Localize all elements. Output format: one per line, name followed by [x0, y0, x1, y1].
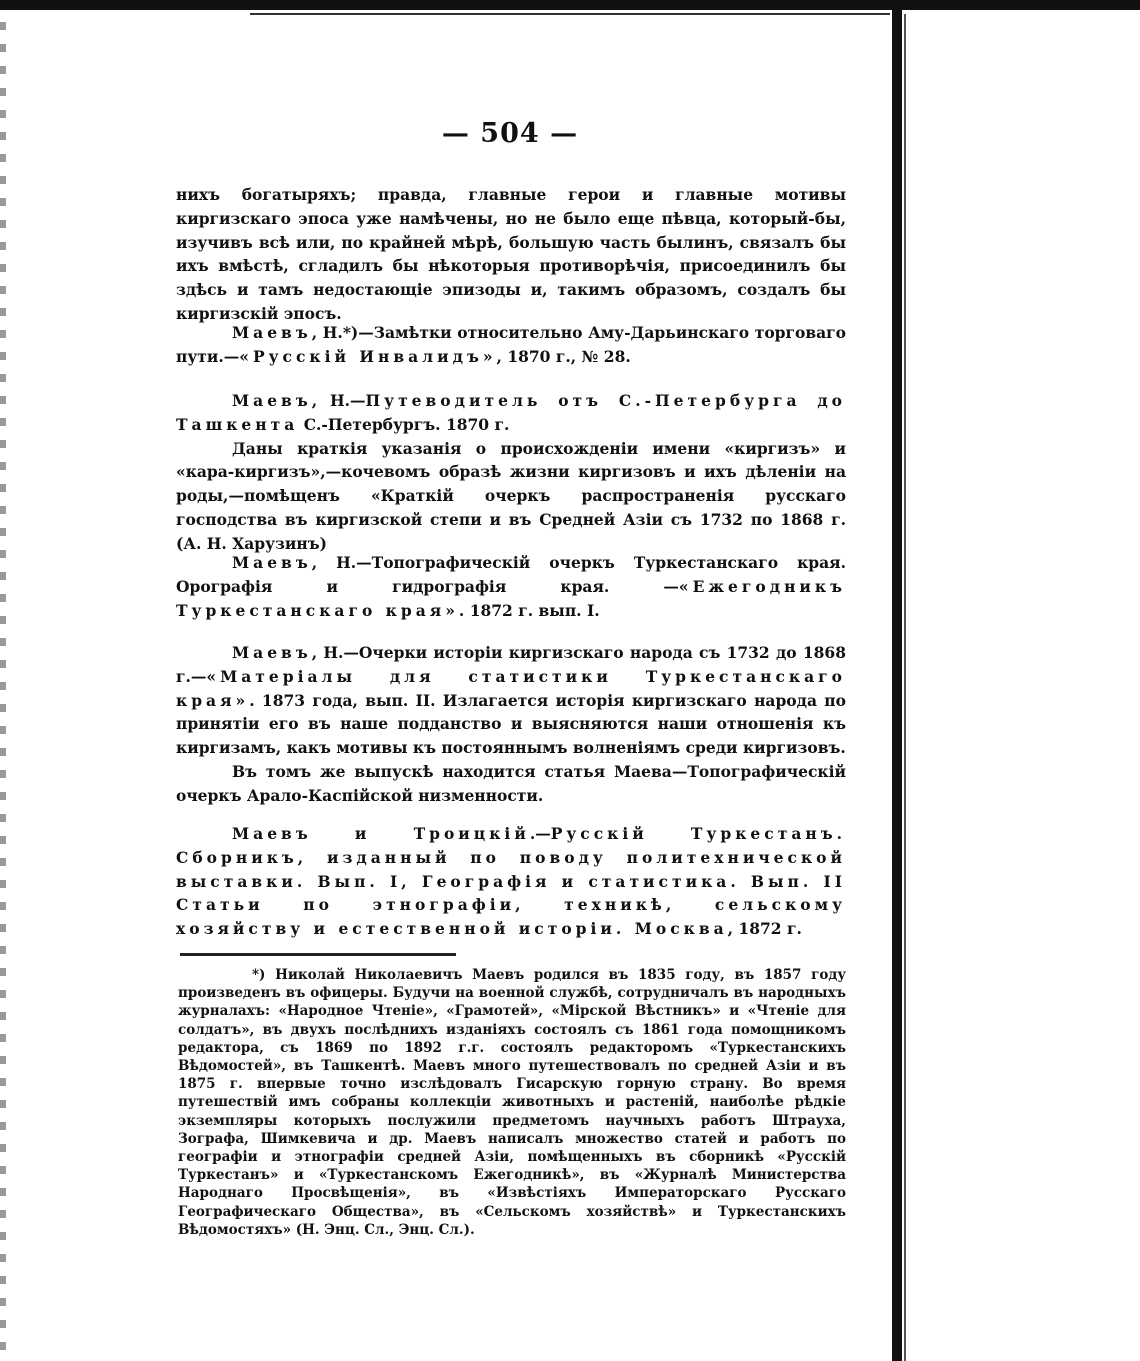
entry-4-source: «Матеріалы для статистики Туркестанскаго края»: [176, 666, 846, 710]
footnote: *) Николай Николаевичъ Маевъ родился въ 1835 году, въ 1857 году произведенъ въ офицеры. Будучи на военной службѣ, сотрудничалъ въ народныхъ журналахъ: «Народное Чтеніе», «Грамотей», «Мірской Вѣстникъ» и «Чтеніе для солдатъ», въ двухъ послѣднихъ изданіяхъ состоялъ съ 1861 года помощникомъ редактора, съ 1869 по 1892 г.г. состоялъ редакторомъ «Туркестанскихъ Вѣдомостей», въ Ташкентѣ. Маевъ много путешествовалъ по средней Азіи и въ 1875 г. впервые точно изслѣдовалъ Гисарскую горную страну. Во время путешествій имъ собраны коллекціи животныхъ и растеній, наиболѣе рѣдкіе экземпляры которыхъ послужили предметомъ научныхъ работъ Штрауха, Зографа, Шимкевича и др. Маевъ написалъ множество статей и работъ по географіи и этнографіи средней Азіи, помѣщенныхъ въ сборникѣ «Русскій Туркестанъ» и «Туркестанскомъ Ежегодникѣ», въ «Журналѣ Министерства Народнаго Просвѣщенія», въ «Извѣстіяхъ Императорскаго Русскаго Географическаго Общества», въ «Сельскомъ хозяйствѣ» и Туркестанскихъ Вѣдомостяхъ» (Н. Энц. Сл., Энц. Сл.).: [178, 967, 846, 1238]
entry-2-rest: , Н.—: [311, 391, 366, 410]
entry-3: [176, 551, 846, 622]
entry-2-note: Даны краткія указанія о происхожденіи имени «киргизъ» и «кара-киргизъ»,—кочевомъ образѣ жизни киргизовъ и ихъ дѣленіи на роды,—помѣщенъ «Краткій очеркъ распространенія русскаго господства въ киргизской степи и въ Средней Азіи съ 1732 по 1868 г. (А. Н. Харузинъ): [176, 438, 846, 553]
entry-1-text: [176, 321, 846, 369]
entry-2-author: Маевъ: [232, 391, 312, 410]
entry-1-tail: , 1870 г., № 28.: [496, 346, 631, 366]
entry-3-text: [176, 551, 846, 622]
entry-5-tail: , 1872 г.: [727, 919, 802, 939]
page-number: — 504 —: [441, 118, 579, 149]
entry-4-tail: . 1873 года, вып. II. Излагается исторія киргизскаго народа по принятіи его въ наше подданство и выясняются наши отношенія къ киргизамъ, какъ мотивы къ постояннымъ волненіямъ среди киргизовъ.: [176, 690, 846, 758]
entry-5-text: [176, 822, 846, 941]
scan-top-border: [0, 0, 1140, 10]
entry-1-rest: , Н.*)—Замѣтки относительно Аму-Дарьинскаго торговаго пути.—: [176, 323, 846, 366]
entry-4-author: Маевъ: [232, 643, 312, 662]
entry-3-author: Маевъ: [232, 553, 312, 572]
entry-1-source: «Русскій Инвалидъ»: [239, 346, 497, 366]
entry-4-text: [176, 641, 846, 760]
intro-block: [176, 183, 846, 326]
scan-left-edge-marks: [0, 0, 6, 1361]
entry-4: [176, 641, 846, 808]
entry-5: [176, 822, 846, 941]
entry-3-tail: . 1872 г. вып. I.: [458, 600, 600, 620]
scan-top-line: [250, 13, 890, 15]
entry-5-title: Русскій Туркестанъ. Сборникъ, изданный по поводу политехнической выставки. Вып. I, Географія и статистика. Вып. II Статьи по этнографіи, техникѣ, сельскому хозяйству и естественной исторіи. Москва: [176, 824, 846, 939]
entry-5-author: Маевъ и Троицкій: [232, 824, 530, 843]
entry-5-rest: .—: [529, 824, 551, 843]
scan-right-border-thick: [892, 0, 902, 1361]
entry-2-title: Путеводитель отъ С.-Петербурга до Ташкента: [176, 391, 846, 434]
footnote-divider: [180, 953, 456, 956]
entry-4-note: Въ томъ же выпускѣ находится статья Маева—Топографическій очеркъ Арало-Каспійской низменности.: [176, 761, 846, 805]
entry-1: [176, 321, 846, 369]
entry-4-rest: , Н.—Очерки исторіи киргизскаго народа съ 1732 до 1868 г.—: [176, 643, 846, 686]
intro-paragraph: нихъ богатыряхъ; правда, главные герои и главные мотивы киргизскаго эпоса уже намѣчены, но не было еще пѣвца, который-бы, изучивъ всѣ или, по крайней мѣрѣ, большую часть былинъ, связалъ бы ихъ вмѣстѣ, сгладилъ бы нѣкоторыя противорѣчія, присоединилъ бы здѣсь и тамъ недостающіе эпизоды и, такимъ образомъ, создалъ бы киргизскій эпосъ.: [176, 185, 846, 323]
entry-3-rest: , Н.—Топографическій очеркъ Туркестанскаго края. Орографія и гидрографія края. —: [176, 553, 846, 596]
entry-2-text: [176, 389, 846, 437]
entry-2: [176, 389, 846, 556]
entry-2-tail: С.-Петербургъ. 1870 г.: [298, 414, 510, 434]
entry-3-source: «Ежегодникъ Туркестанскаго края»: [176, 576, 846, 620]
entry-1-author: Маевъ: [232, 323, 312, 342]
scan-right-border-thin: [904, 14, 906, 1361]
